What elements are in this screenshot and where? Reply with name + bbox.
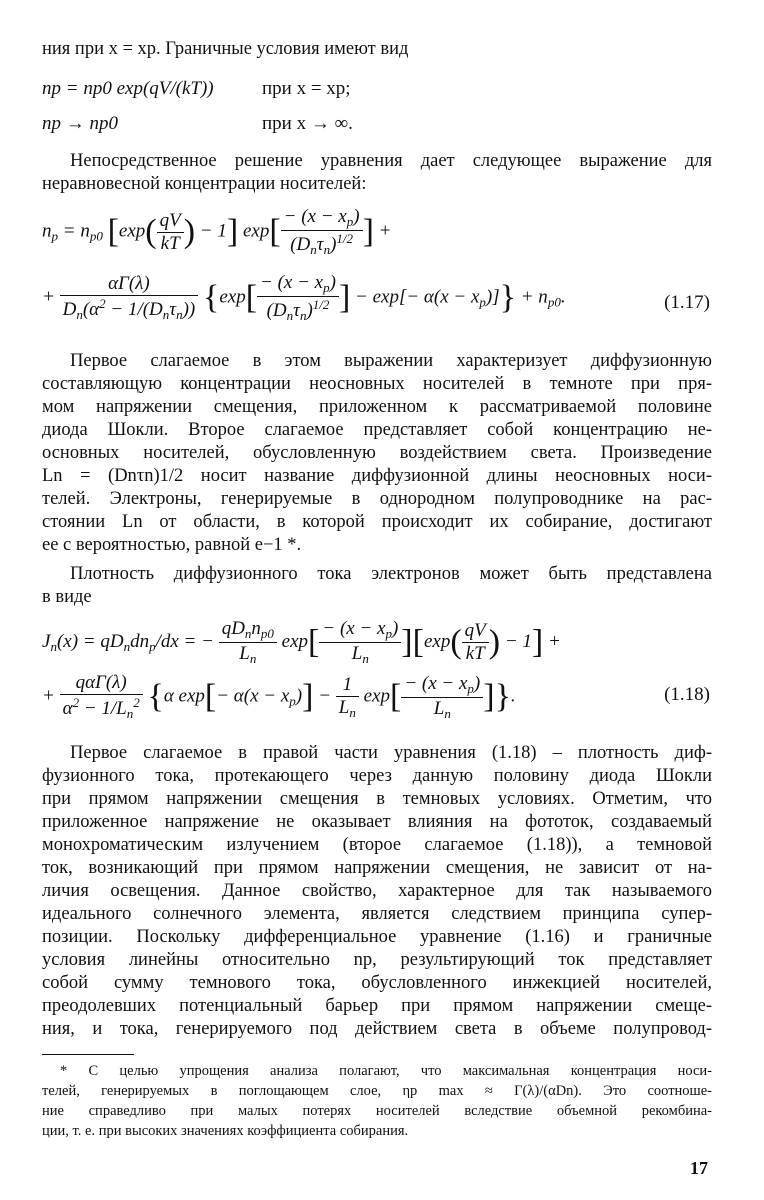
equation-1-17-part2: + $\frac{\alpha\Gamma(\lambda)}{D_n(\alpha^2 - 1/(D_n\tau_n))}$ {exp[ $\frac{- (x - x_p)}{(D_n\tau_n)^{1/2}}$ ] − $\exp[- \alpha(x - x_p)]\} + n_{p0}$. — [42, 272, 566, 323]
equation-1-17-part1: $n_p = n_{p0}$ [exp( $\frac{qV}{kT}$ ) − 1] exp[ $\frac{- (x - x_p)}{(D_n\tau_n)^{1/2}}$ ] + — [42, 206, 392, 257]
footnote-rule — [42, 1054, 134, 1055]
page-number: 17 — [690, 1158, 708, 1178]
footnote-line: телей, генерируемых в поглощающем слое, ηp max ≈ Γ(λ)/(αDn). Это соотноше- — [42, 1083, 712, 1099]
text-line: неравновесной концентрации носителей: — [42, 174, 367, 194]
text-line: Первое слагаемое в правой части уравнения (1.18) – плотность диф- — [70, 743, 712, 763]
boundary-condition-2: np → np0 — [42, 113, 118, 134]
text-line: ее с вероятностью, равной e−1 *. — [42, 535, 302, 555]
text-line: позиции. Поскольку дифференциальное уравнение (1.16) и граничные — [42, 927, 712, 947]
equation-number-1-18: (1.18) — [664, 684, 710, 705]
footnote-line: * С целью упрощения анализа полагают, что максимальная концентрация носи- — [60, 1063, 712, 1079]
text-line: основных носителей, обусловленную воздействием света. Произведение — [42, 443, 712, 463]
boundary-condition-2-cond: при x → ∞. — [262, 113, 353, 134]
text-line: идеального солнечного элемента, является следствием принципа супер- — [42, 904, 712, 924]
text-line: Плотность диффузионного тока электронов может быть представлена — [70, 564, 712, 584]
text-line: Первое слагаемое в этом выражении характеризует диффузионную — [70, 351, 712, 371]
text-line: в виде — [42, 587, 92, 607]
text-line: Ln = (Dnτn)1/2 носит название диффузионной длины неосновных носи- — [42, 466, 712, 486]
text-line: преодолевших потенциальный барьер при прямом напряжении смеще- — [42, 996, 712, 1016]
text-line: ток, возникающий при прямом напряжении смещения, не зависит от на- — [42, 858, 712, 878]
footnote-line: ции, т. е. при высоких значениях коэффициента собирания. — [42, 1123, 409, 1139]
equation-1-18-part1: $J_n(x) = qD_ndn_p/dx$ = − $\frac{qD_nn_{p0}}{L_n}$ exp[ $\frac{- (x - x_p)}{L_n}$ ][exp( $\frac{qV}{kT}$ ) − 1] + — [42, 618, 561, 666]
text-line: Непосредственное решение уравнения дает следующее выражение для — [70, 151, 712, 171]
text-line: монохроматическим излучением (второе слагаемое (1.18)), а темновой — [42, 835, 712, 855]
text-line: собой сумму темнового тока, обусловленного инжекцией носителей, — [42, 973, 712, 993]
text-line: стоянии Ln от области, в которой происходит их собирание, достигают — [42, 512, 712, 532]
text-line: ния при x = xp. Граничные условия имеют вид — [42, 39, 409, 59]
text-line: диода Шокли. Второе слагаемое представляет собой концентрацию не- — [42, 420, 712, 440]
footnote-line: ние справедливо при малых потерях носителей вследствие объемной рекомбина- — [42, 1103, 712, 1119]
equation-1-18-part2: + $\frac{\text{qαΓ(λ)}}{\alpha^2 - 1/L_n^2}$ {α $\exp[- \alpha(x - x_p)]$ − $\frac{1}{L_n}$ exp[ $\frac{- (x - x_p)}{L_n}$ ]}. — [42, 672, 516, 721]
equation-number-1-17: (1.17) — [664, 292, 710, 313]
boundary-condition-1-cond: при x = xp; — [262, 78, 351, 99]
text-line: ния, и тока, генерируемого под действием света в объеме полупровод- — [42, 1019, 712, 1039]
boundary-condition-1: np = np0 exp(qV/(kT)) — [42, 78, 214, 99]
text-line: условия линейны относительно np, результирующий ток представляет — [42, 950, 712, 970]
text-line: мом напряжении смещения, приложенном к рассматриваемой половине — [42, 397, 712, 417]
text-line: личия освещения. Данное свойство, характерное для так называемого — [42, 881, 712, 901]
text-line: фузионного тока, протекающего через данную половину диода Шокли — [42, 766, 712, 786]
text-line: составляющую концентрации неосновных носителей в темноте при пря- — [42, 374, 712, 394]
text-line: при прямом напряжении смещения в темновых условиях. Отметим, что — [42, 789, 712, 809]
text-line: приложенное напряжение не оказывает влияния на фототок, создаваемый — [42, 812, 712, 832]
text-line: телей. Электроны, генерируемые в однородном полупроводнике на рас- — [42, 489, 712, 509]
